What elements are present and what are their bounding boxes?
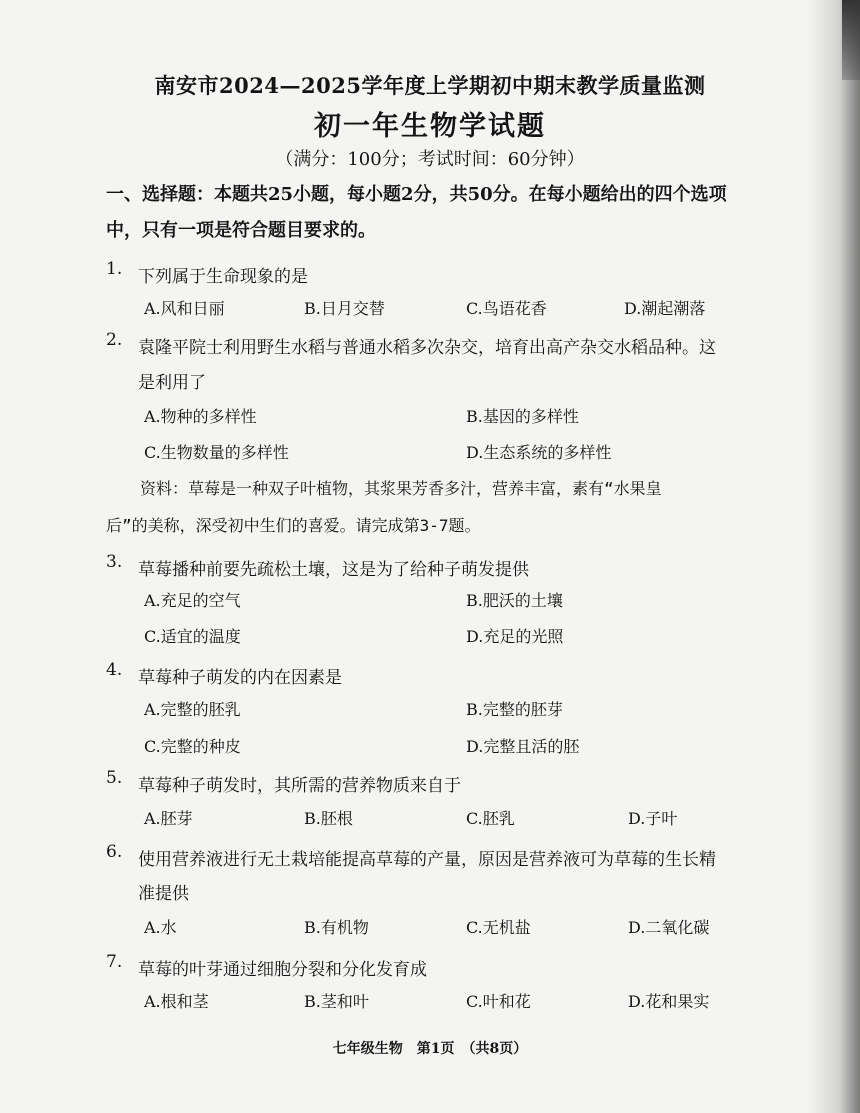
option-b: B.茎和叶	[304, 992, 369, 1011]
question-stem: 草莓种子萌发时，其所需的营养物质来自于	[138, 776, 461, 796]
scan-corner-shadow	[842, 0, 860, 80]
option-c: C.无机盐	[466, 918, 531, 937]
exam-meta: （满分：100分；考试时间：60分钟）	[275, 149, 585, 170]
question-stem: 草莓的叶芽通过细胞分裂和分化发育成	[138, 960, 427, 980]
subject-title: 初一年生物学试题	[314, 111, 546, 142]
option-b: B.肥沃的土壤	[466, 591, 563, 610]
question-number: 2.	[106, 330, 123, 350]
option-d: D.二氧化碳	[628, 918, 710, 937]
section-line-2: 中，只有一项是符合题目要求的。	[106, 220, 376, 241]
section-instructions	[106, 177, 756, 249]
option-c: C.适宜的温度	[144, 627, 241, 646]
question-stem-continued: 是利用了	[138, 373, 206, 393]
option-d: D.生态系统的多样性	[466, 443, 612, 462]
passage-line-2: 后”的美称，深受初中生们的喜爱。请完成第3-7题。	[106, 516, 481, 535]
exam-header-title: 南安市2024—2025学年度上学期初中期末教学质量监测	[154, 73, 706, 98]
passage-line-1: 资料：草莓是一种双子叶植物，其浆果芳香多汁，营养丰富，素有“水果皇	[140, 479, 662, 498]
question-stem: 草莓播种前要先疏松土壤，这是为了给种子萌发提供	[138, 560, 529, 580]
question-number: 6.	[106, 842, 123, 862]
question-stem-continued: 准提供	[138, 884, 189, 904]
option-d: D.花和果实	[628, 992, 710, 1011]
section-line-1: 一、选择题：本题共25小题，每小题2分，共50分。在每小题给出的四个选项	[106, 184, 727, 205]
option-a: A.物种的多样性	[144, 407, 257, 426]
option-c: C.生物数量的多样性	[144, 443, 289, 462]
option-a: A.风和日丽	[144, 299, 225, 318]
question-number: 3.	[106, 552, 123, 572]
question-stem: 下列属于生命现象的是	[138, 267, 308, 287]
option-d: D.子叶	[628, 809, 678, 828]
question-number: 5.	[106, 768, 123, 788]
page-footer: 七年级生物 第1页 （共8页）	[332, 1041, 528, 1057]
option-c: C.叶和花	[466, 992, 531, 1011]
option-a: A.完整的胚乳	[144, 700, 241, 719]
question-number: 1.	[106, 259, 123, 279]
question-stem: 草莓种子萌发的内在因素是	[138, 668, 342, 688]
question-stem: 使用营养液进行无土栽培能提高草莓的产量，原因是营养液可为草莓的生长精	[138, 850, 716, 870]
option-b: B.完整的胚芽	[466, 700, 563, 719]
option-c: C.胚乳	[466, 809, 515, 828]
question-stem: 袁隆平院士利用野生水稻与普通水稻多次杂交，培育出高产杂交水稻品种。这	[138, 338, 716, 358]
option-c: C.鸟语花香	[466, 299, 547, 318]
option-b: B.基因的多样性	[466, 407, 579, 426]
option-a: A.根和茎	[144, 992, 209, 1011]
option-b: B.胚根	[304, 809, 353, 828]
option-c: C.完整的种皮	[144, 737, 241, 756]
option-b: B.有机物	[304, 918, 369, 937]
option-a: A.充足的空气	[144, 591, 241, 610]
option-d: D.潮起潮落	[624, 299, 706, 318]
option-b: B.日月交替	[304, 299, 385, 318]
option-a: A.胚芽	[144, 809, 193, 828]
question-number: 4.	[106, 660, 123, 680]
reading-passage	[106, 470, 760, 544]
option-d: D.充足的光照	[466, 627, 564, 646]
option-d: D.完整且活的胚	[466, 737, 580, 756]
option-a: A.水	[144, 918, 177, 937]
question-number: 7.	[106, 952, 123, 972]
